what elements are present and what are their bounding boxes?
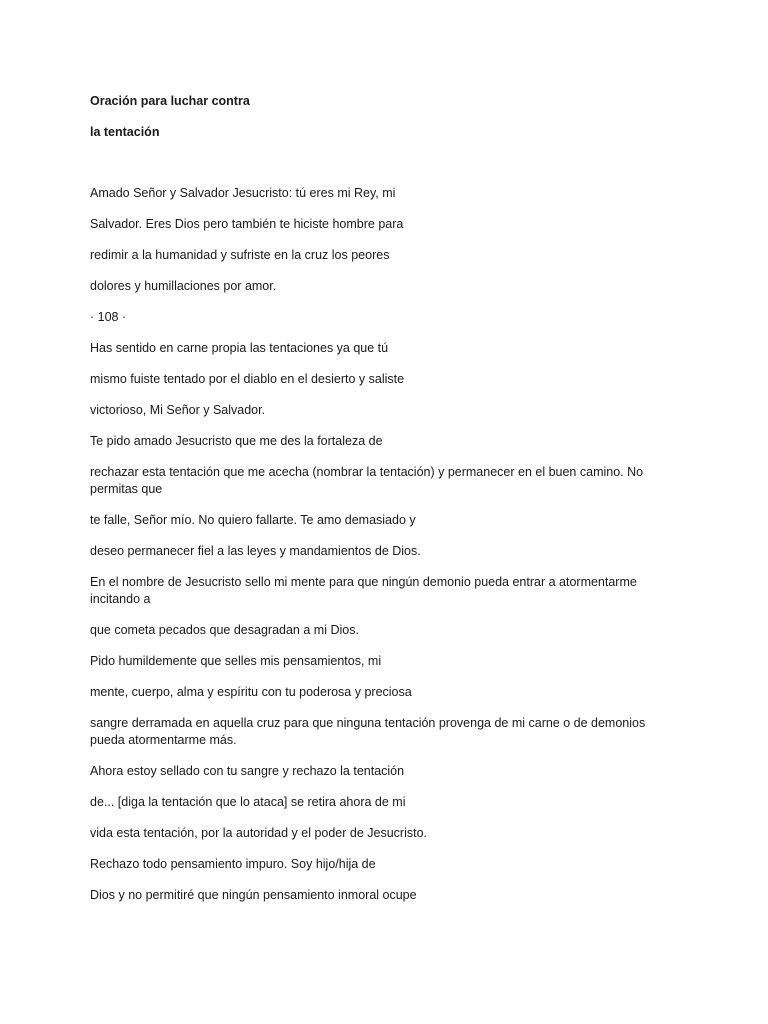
paragraph: deseo permanecer fiel a las leyes y mandamientos de Dios. [90, 544, 421, 558]
paragraph: que cometa pecados que desagradan a mi Dios. [90, 623, 359, 637]
paragraph: Amado Señor y Salvador Jesucristo: tú eres mi Rey, mi [90, 186, 396, 200]
paragraph: Has sentido en carne propia las tentaciones ya que tú [90, 341, 389, 355]
document-body [90, 93, 670, 918]
title-line-2: la tentación [90, 125, 160, 139]
paragraph: Dios y no permitiré que ningún pensamiento inmoral ocupe [90, 888, 417, 902]
paragraph: vida esta tentación, por la autoridad y el poder de Jesucristo. [90, 826, 428, 840]
page-number: · 108 · [90, 310, 127, 324]
paragraph: redimir a la humanidad y sufriste en la cruz los peores [90, 248, 390, 262]
paragraph: Salvador. Eres Dios pero también te hiciste hombre para [90, 217, 404, 231]
paragraph: Te pido amado Jesucristo que me des la fortaleza de [90, 434, 383, 448]
paragraph: mente, cuerpo, alma y espíritu con tu poderosa y preciosa [90, 685, 412, 699]
paragraph: sangre derramada en aquella cruz para que ninguna tentación provenga de mi carne o de demonios pueda atormentarme más. [90, 716, 646, 747]
paragraph: Rechazo todo pensamiento impuro. Soy hijo/hija de [90, 857, 376, 871]
paragraph: En el nombre de Jesucristo sello mi mente para que ningún demonio pueda entrar a atormentarme incitando a [90, 575, 637, 606]
paragraph: Ahora estoy sellado con tu sangre y rechazo la tentación [90, 764, 405, 778]
paragraph: rechazar esta tentación que me acecha (nombrar la tentación) y permanecer en el buen camino. No permitas que [90, 465, 644, 496]
paragraph: dolores y humillaciones por amor. [90, 279, 277, 293]
paragraph: de... [diga la tentación que lo ataca] se retira ahora de mi [90, 795, 406, 809]
title-spacer [90, 155, 670, 185]
title-line-1: Oración para luchar contra [90, 94, 250, 108]
paragraph: te falle, Señor mío. No quiero fallarte. Te amo demasiado y [90, 513, 416, 527]
paragraph: Pido humildemente que selles mis pensamientos, mi [90, 654, 382, 668]
paragraph: victorioso, Mi Señor y Salvador. [90, 403, 266, 417]
paragraph: mismo fuiste tentado por el diablo en el desierto y saliste [90, 372, 405, 386]
